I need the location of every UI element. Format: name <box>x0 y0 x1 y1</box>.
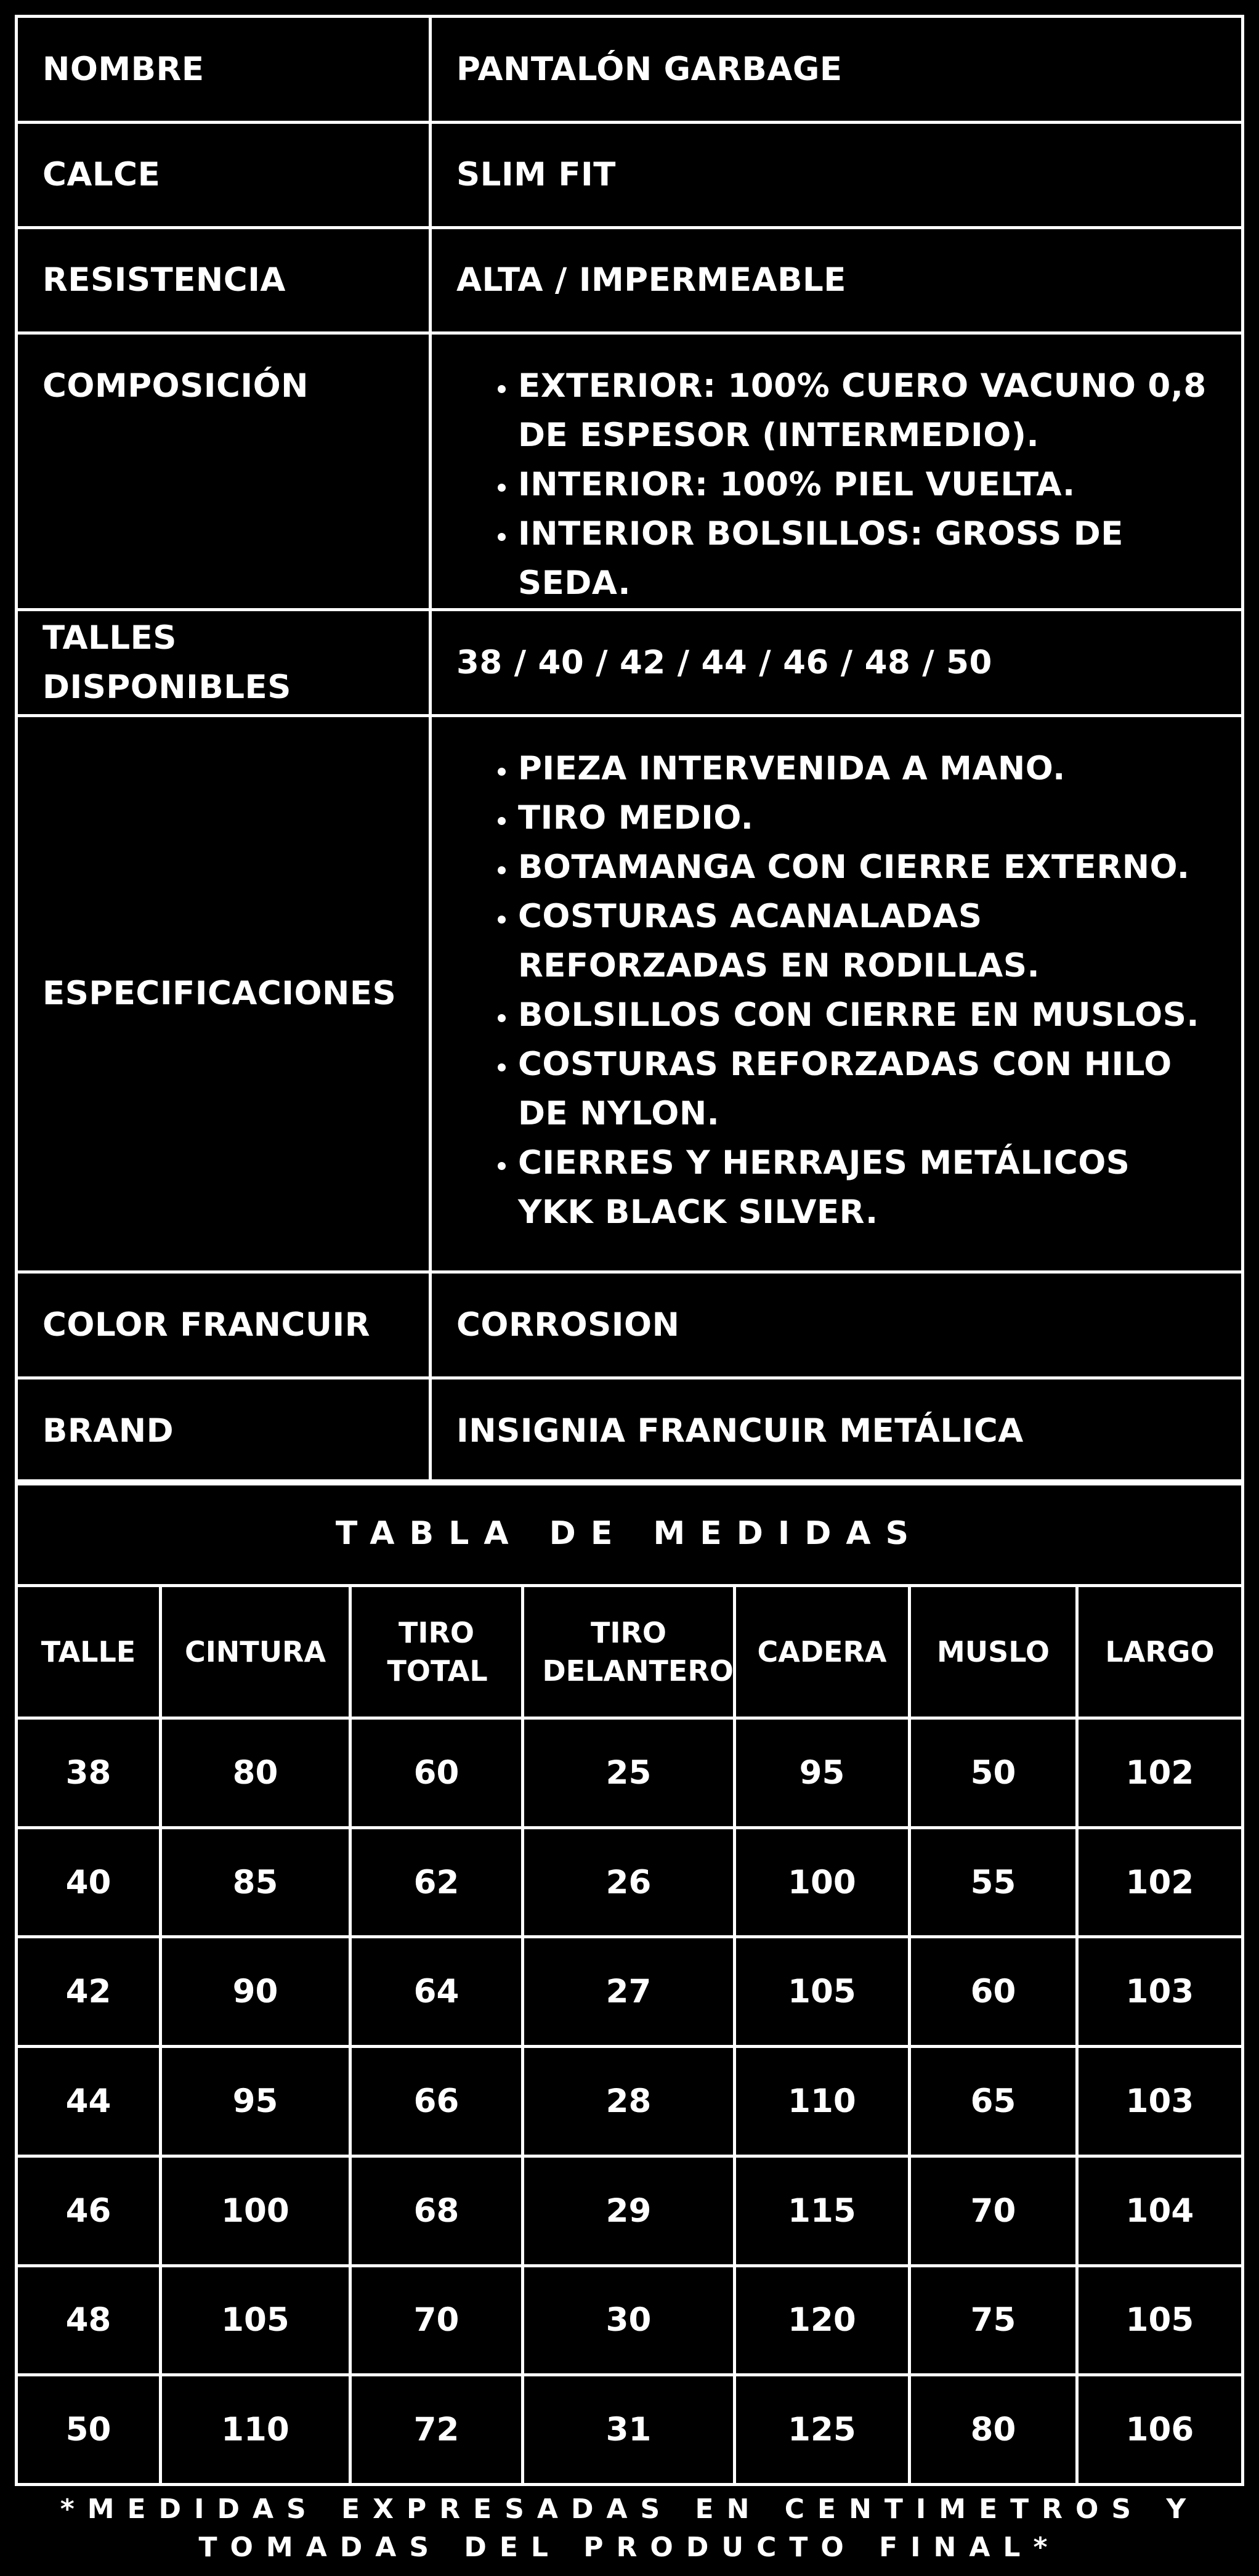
list-item: • EXTERIOR: 100% CUERO VACUNO 0,8 DE ESPESOR (INTERMEDIO). <box>518 362 1216 460</box>
table-cell: 50 <box>910 1718 1077 1828</box>
table-cell: 72 <box>350 2375 523 2485</box>
table-cell: 102 <box>1077 1718 1243 1828</box>
list-item: • INTERIOR BOLSILLOS: GROSS DE SEDA. <box>518 510 1216 608</box>
table-cell: 125 <box>735 2375 910 2485</box>
table-cell: 64 <box>350 1937 523 2047</box>
table-cell: 31 <box>523 2375 735 2485</box>
spec-value: CORROSION <box>431 1272 1243 1378</box>
table-cell: 65 <box>910 2047 1077 2156</box>
column-header-tiro-delantero <box>523 1586 735 1718</box>
spec-value: ALTA / IMPERMEABLE <box>431 228 1243 333</box>
table-cell: 44 <box>17 2047 161 2156</box>
column-header-label: TIRO DELANTERO <box>542 1616 734 1688</box>
table-cell: 29 <box>523 2156 735 2265</box>
table-cell: 115 <box>735 2156 910 2265</box>
column-header-tiro-total <box>350 1586 523 1718</box>
table-cell: 102 <box>1077 1827 1243 1937</box>
table-cell: 110 <box>161 2375 350 2485</box>
table-row <box>17 1937 1243 2047</box>
table-cell: 48 <box>17 2265 161 2375</box>
spec-value: 38 / 40 / 42 / 44 / 46 / 48 / 50 <box>431 610 1243 716</box>
measures-footnote: *MEDIDAS EXPRESADAS EN CENTIMETROS Y TOMADAS DEL PRODUCTO FINAL* <box>60 2493 1199 2563</box>
measures-header-row <box>17 1586 1243 1718</box>
spec-row-resistencia <box>17 228 1243 333</box>
table-row <box>17 2156 1243 2265</box>
table-cell: 60 <box>910 1937 1077 2047</box>
table-cell: 104 <box>1077 2156 1243 2265</box>
spec-label: ESPECIFICACIONES <box>17 716 431 1272</box>
spec-row-especificaciones <box>17 716 1243 1272</box>
spec-value: PANTALÓN GARBAGE <box>431 17 1243 123</box>
table-cell: 80 <box>910 2375 1077 2485</box>
column-header-largo: LARGO <box>1077 1586 1243 1718</box>
table-cell: 62 <box>350 1827 523 1937</box>
spec-label: NOMBRE <box>17 17 431 123</box>
column-header-talle: TALLE <box>17 1586 161 1718</box>
spec-value: INSIGNIA FRANCUIR METÁLICA <box>431 1378 1243 1484</box>
specifications-list <box>456 744 1216 1237</box>
spec-row-brand <box>17 1378 1243 1484</box>
list-item: • BOLSILLOS CON CIERRE EN MUSLOS. <box>518 991 1216 1040</box>
spec-row-composicion <box>17 333 1243 610</box>
spec-row-color <box>17 1272 1243 1378</box>
table-cell: 80 <box>161 1718 350 1828</box>
table-cell: 26 <box>523 1827 735 1937</box>
table-row <box>17 1827 1243 1937</box>
column-header-label: TIRO TOTAL <box>387 1616 488 1688</box>
table-cell: 105 <box>735 1937 910 2047</box>
spec-value: SLIM FIT <box>431 123 1243 228</box>
table-cell: 46 <box>17 2156 161 2265</box>
list-item: • TIRO MEDIO. <box>518 794 1216 843</box>
list-item: • PIEZA INTERVENIDA A MANO. <box>518 744 1216 794</box>
spec-value-list <box>431 333 1243 610</box>
composition-list <box>456 362 1216 608</box>
measures-title-row <box>17 1481 1243 1586</box>
table-cell: 95 <box>161 2047 350 2156</box>
size-measures-table <box>15 1479 1244 2486</box>
table-cell: 100 <box>735 1827 910 1937</box>
spec-label: COMPOSICIÓN <box>17 333 431 610</box>
table-cell: 42 <box>17 1937 161 2047</box>
table-cell: 38 <box>17 1718 161 1828</box>
table-cell: 110 <box>735 2047 910 2156</box>
spec-label: COLOR FRANCUIR <box>17 1272 431 1378</box>
list-item: • INTERIOR: 100% PIEL VUELTA. <box>518 460 1216 510</box>
spec-row-talles <box>17 610 1243 716</box>
table-cell: 105 <box>1077 2265 1243 2375</box>
table-cell: 103 <box>1077 1937 1243 2047</box>
list-item: • CIERRES Y HERRAJES METÁLICOS YKK BLACK SILVER. <box>518 1139 1216 1237</box>
table-cell: 120 <box>735 2265 910 2375</box>
spec-label: BRAND <box>17 1378 431 1484</box>
list-item: • COSTURAS ACANALADAS REFORZADAS EN RODILLAS. <box>518 892 1216 991</box>
table-cell: 27 <box>523 1937 735 2047</box>
product-spec-table <box>15 15 1244 1485</box>
table-cell: 55 <box>910 1827 1077 1937</box>
table-cell: 70 <box>350 2265 523 2375</box>
table-cell: 50 <box>17 2375 161 2485</box>
table-cell: 103 <box>1077 2047 1243 2156</box>
column-header-cadera: CADERA <box>735 1586 910 1718</box>
table-cell: 100 <box>161 2156 350 2265</box>
spec-label: TALLES DISPONIBLES <box>17 610 431 716</box>
column-header-muslo: MUSLO <box>910 1586 1077 1718</box>
table-cell: 66 <box>350 2047 523 2156</box>
table-cell: 40 <box>17 1827 161 1937</box>
spec-label: CALCE <box>17 123 431 228</box>
table-cell: 68 <box>350 2156 523 2265</box>
table-cell: 85 <box>161 1827 350 1937</box>
table-cell: 95 <box>735 1718 910 1828</box>
measures-title: TABLA DE MEDIDAS <box>17 1481 1243 1586</box>
spec-value-list <box>431 716 1243 1272</box>
table-row <box>17 1718 1243 1828</box>
table-row <box>17 2265 1243 2375</box>
spec-label: RESISTENCIA <box>17 228 431 333</box>
table-cell: 30 <box>523 2265 735 2375</box>
list-item: • COSTURAS REFORZADAS CON HILO DE NYLON. <box>518 1040 1216 1139</box>
table-cell: 90 <box>161 1937 350 2047</box>
table-cell: 75 <box>910 2265 1077 2375</box>
column-header-cintura: CINTURA <box>161 1586 350 1718</box>
table-cell: 60 <box>350 1718 523 1828</box>
table-row <box>17 2375 1243 2485</box>
measures-body <box>17 1718 1243 2485</box>
table-cell: 25 <box>523 1718 735 1828</box>
spec-row-calce <box>17 123 1243 228</box>
spec-row-nombre <box>17 17 1243 123</box>
list-item: • BOTAMANGA CON CIERRE EXTERNO. <box>518 843 1216 892</box>
table-cell: 70 <box>910 2156 1077 2265</box>
table-cell: 105 <box>161 2265 350 2375</box>
table-row <box>17 2047 1243 2156</box>
table-cell: 28 <box>523 2047 735 2156</box>
table-cell: 106 <box>1077 2375 1243 2485</box>
